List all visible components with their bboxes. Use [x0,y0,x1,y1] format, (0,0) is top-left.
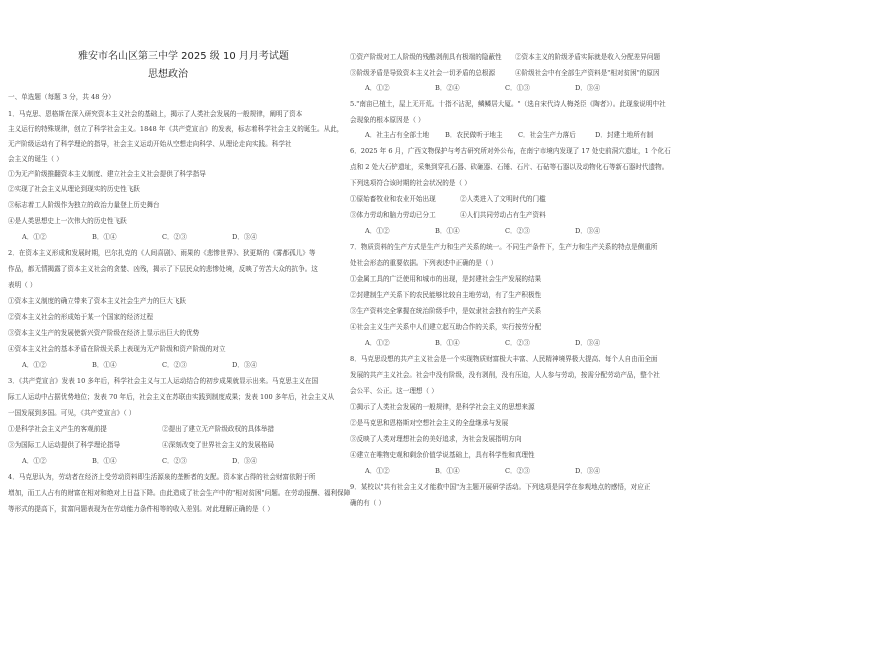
q6-option: ②人类进入了文明时代的门槛 [460,195,546,203]
q8-line: 会公平、公正。这一理想（ ） [350,387,438,395]
q4-line: 增加，而工人占有的财富在相对和绝对上日益下降。由此造成了社会生产中的"相对贫困"问题。在劳动报酬、福利保障 [8,489,351,497]
q9-line: 9．某校以"共有社会主义才能救中国"为主题开展研学活动。下列选项是同学在参观地点的感悟，对应正 [350,483,651,491]
q4-option: ①资产阶级对工人阶级的残酷剥削具有极端的隐蔽性 [350,53,502,61]
q2-line: 作品，都无情揭露了资本主义社会的贪婪、凶残，揭示了下层民众的悲惨处境，反映了劳苦大众的抗争。这 [8,265,318,273]
q6-choice-c: C．②③ [505,227,530,235]
q5-choice-d: D．封建土地所有制 [595,131,654,139]
q6-choice-d: D．③④ [575,227,601,235]
q1-choice-b: B．①④ [92,233,117,241]
q7-option: ①金属工具的广泛使用和城市的出现，是封建社会生产发展的结果 [350,275,542,283]
q3-line: 一国发展到多国。可见，《共产党宣言》（ ） [8,409,136,417]
q2-option: ①资本主义制度的确立带来了资本主义社会生产力的巨大飞跃 [8,297,187,305]
q9-line: 确的有（ ） [350,499,386,507]
q4-line: 4．马克思认为，劳动者在经济上受劳动资料即生活源泉的垄断者的支配。资本家占得的社会财富依附于所 [8,473,316,481]
q1-choice-a: A．①② [22,233,47,241]
q7-choice-a: A．①② [365,339,390,347]
q6-line: 下列选项符合该时期的社会状况的是（ ） [350,179,471,187]
q2-choice-c: C．②③ [162,361,187,369]
q4-choice-d: D．③④ [575,84,601,92]
q2-option: ③资本主义生产的发展使新兴资产阶级在经济上显示出巨大的优势 [8,329,200,337]
q7-line: 7．物质资料的生产方式是生产力和生产关系的统一。不同生产条件下，生产力和生产关系的特点是侧重所 [350,243,658,251]
q2-choice-a: A．①② [22,361,47,369]
q2-line: 表明（ ） [8,281,37,289]
q6-option: ③体力劳动和脑力劳动已分工 [350,211,436,219]
q1-choice-d: D．③④ [232,233,258,241]
q4-choice-c: C．①③ [505,84,530,92]
q1-line: 1．马克思、恩格斯在深入研究资本主义社会的基础上，揭示了人类社会发展的一般规律，阐明了资本 [8,110,303,118]
q2-option: ②资本主义社会的形成始于某一个国家的经济过程 [8,313,154,321]
q6-choice-b: B．①④ [435,227,460,235]
q7-choice-d: D．③④ [575,339,601,347]
q3-option: ③为国际工人运动提供了科学理论指导 [8,441,121,449]
q8-choice-b: B．①④ [435,467,460,475]
q8-option: ④建立在唯物史观和剩余价值学说基础上，具有科学性和真理性 [350,451,535,459]
q1-choice-c: C．②③ [162,233,187,241]
q3-choice-d: D．③④ [232,457,258,465]
q3-choice-a: A．①② [22,457,47,465]
q8-choice-a: A．①② [365,467,390,475]
q5-choice-b: B．农民做听于地主 [445,131,503,139]
q6-line: 6．2025 年 6 月，广西文物保护与考古研究所对外公布，在南宁市境内发现了 17 处史前洞穴遗址，1 个化石 [350,147,671,155]
q4-line: 等形式的提高下，贫富问题表现为在劳动能力条件相等的收入差别。对此理解正确的是（ ） [8,505,274,513]
q8-line: 发展的共产主义社会。社会中没有阶级，没有剥削，没有压迫，人人参与劳动，按需分配劳动产品，整个社 [350,371,660,379]
q2-line: 2．在资本主义形成和发展时期，巴尔扎克的《人间喜剧》、雨果的《悲惨世界》、狄更斯的《雾都孤儿》等 [8,249,316,257]
q6-option: ④人们共同劳动占有生产资料 [460,211,546,219]
q1-option: ①为无产阶级推翻资本主义制度、建立社会主义社会提供了科学指导 [8,170,206,178]
q3-option: ①是科学社会主义产生的客观前提 [8,425,107,433]
q8-choice-d: D．③④ [575,467,601,475]
q1-option: ②实现了社会主义从理论到现实的历史性飞跃 [8,185,140,193]
q5-choice-c: C．社会生产力落后 [518,131,576,139]
q8-option: ③反映了人类对理想社会的美好追求，为社会发展指明方向 [350,435,522,443]
q1-option: ③标志着工人阶级作为独立的政治力量登上历史舞台 [8,201,160,209]
q7-line: 处社会形态的重要依据。下列表述中正确的是（ ） [350,259,498,267]
q2-choice-b: B．①④ [92,361,117,369]
subject-title: 思想政治 [148,69,188,80]
q5-choice-a: A．社主占有全部土地 [365,131,430,139]
q2-option: ④资本主义社会的基本矛盾在阶级关系上表现为无产阶级和资产阶级的对立 [8,345,226,353]
q3-choice-c: C．②③ [162,457,187,465]
q5-line: 会现象的根本原因是（ ） [350,116,425,124]
q8-choice-c: C．②③ [505,467,530,475]
q4-option: ③阶级矛盾是导致资本主义社会一切矛盾的总根源 [350,69,496,77]
q2-choice-d: D．③④ [232,361,258,369]
q6-choice-a: A．①② [365,227,390,235]
q5-line: 5."南亩已植土，屋上无开荒。十指不沾泥，鳞鳞居大厦。"（选自宋代诗人梅尧臣《陶者》）。此现象说明中社 [350,100,666,108]
q8-line: 8．马克思设想的共产主义社会是一个实现物质财富极大丰富、人民精神境界极大提高、每个人自由而全面 [350,355,658,363]
q4-choice-a: A．①② [365,84,390,92]
q7-choice-b: B．①④ [435,339,460,347]
q3-line: 际工人运动中占据优势地位；发表 70 年后，社会主义在苏联由实践到制度成果；发表 100 多年后，社会主义从 [8,393,335,401]
q6-option: ①原始畜牧业和农业开始出现 [350,195,436,203]
q3-option: ②提出了建立无产阶级政权的具体举措 [162,425,275,433]
q1-line: 会主义的诞生（ ） [8,155,63,163]
q7-option: ④社会主义生产关系中人们建立起互助合作的关系，实行按劳分配 [350,323,542,331]
q3-choice-b: B．①④ [92,457,117,465]
q7-choice-c: C．②③ [505,339,530,347]
q3-option: ④深刻改变了世界社会主义的发展格局 [162,441,275,449]
q7-option: ②封建制生产关系下的农民能够比较自主地劳动，有了生产积极性 [350,291,542,299]
q8-option: ②是马克思和恩格斯对空想社会主义的全盘继承与发展 [350,419,509,427]
q1-option: ④是人类思想史上一次伟大的历史性飞跃 [8,217,127,225]
q4-choice-b: B．②④ [435,84,460,92]
q8-option: ①揭示了人类社会发展的一般规律，是科学社会主义的思想来源 [350,403,535,411]
exam-title: 雅安市名山区第三中学 2025 级 10 月月考试题 [78,51,289,62]
q6-line: 点和 2 处大石铲遗址，采集到穿孔石器、砍砸器、石锤、石片、石砧等石器以及动物化石等新石器时代遗物。 [350,163,669,171]
q1-line: 无产阶级运动有了科学理论的指导，社会主义运动开始从空想走向科学、从理论走向实践。科学社 [8,140,292,148]
q3-line: 3．《共产党宣言》发表 10 多年后，科学社会主义与工人运动结合的初步成果就显示出来。马克思主义在国 [8,377,319,385]
q4-option: ②资本主义的阶级矛盾实际就是收入分配差异问题 [515,53,661,61]
q7-option: ③生产资料完全掌握在统治阶级手中，是奴隶社会独有的生产关系 [350,307,542,315]
section-heading: 一、单选题（每题 3 分，共 48 分） [8,93,115,101]
q4-option: ④阶级社会中有全部生产资料是"相对贫困"的原因 [515,69,660,77]
q1-line: 主义运行的特殊规律，创立了科学社会主义。1848 年《共产党宣言》的发表，标志着科学社会主义的诞生。从此， [8,125,344,133]
